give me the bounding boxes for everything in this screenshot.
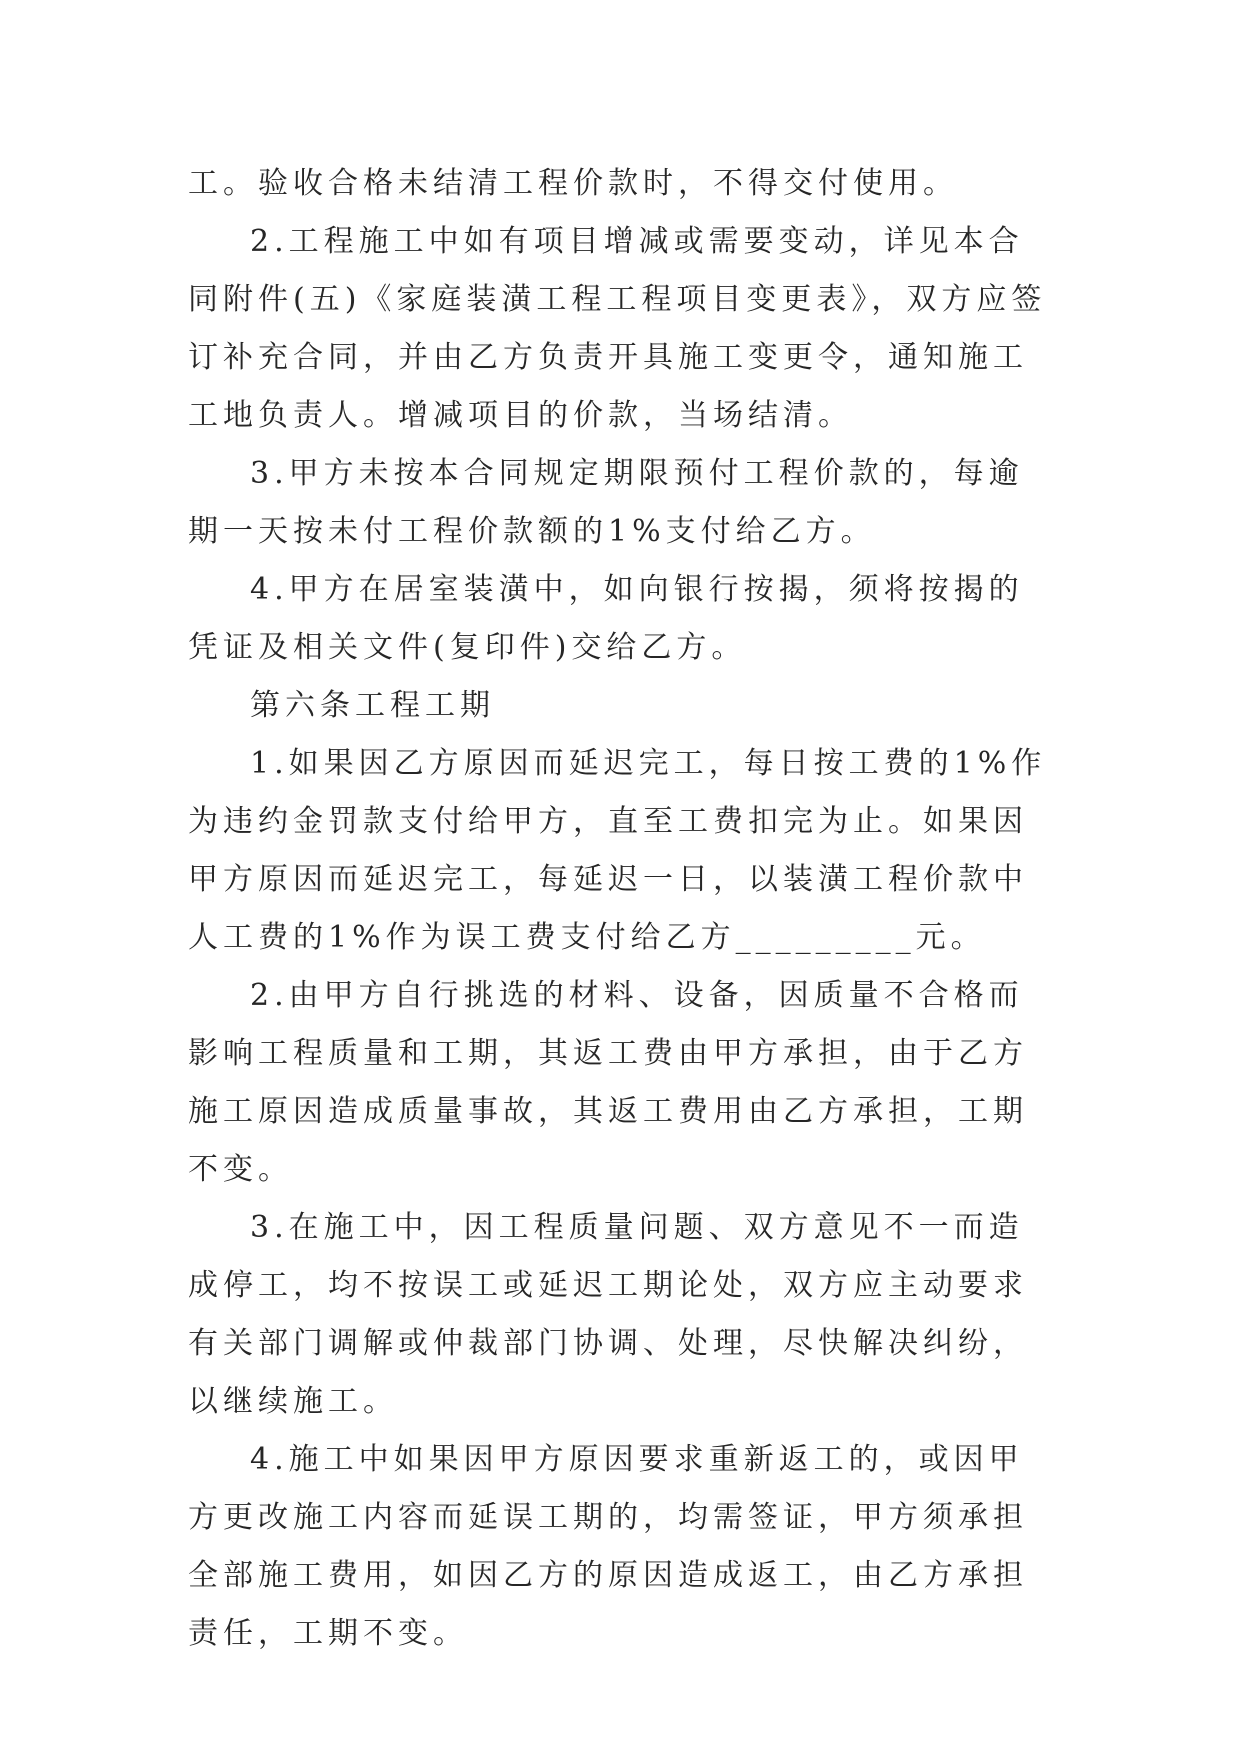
- paragraph-clause-5-4: 4.甲方在居室装潢中，如向银行按揭，须将按揭的凭证及相关文件(复印件)交给乙方。: [188, 572, 1024, 665]
- paragraph-clause-6-2: 2.由甲方自行挑选的材料、设备，因质量不合格而影响工程质量和工期，其返工费由甲方承担，由于乙方施工原因造成质量事故，其返工费用由乙方承担，工期不变。: [188, 978, 1028, 1187]
- paragraph-continuation: 工。验收合格未结清工程价款时，不得交付使用。: [188, 166, 958, 201]
- paragraph-clause-6-4: 4.施工中如果因甲方原因要求重新返工的，或因甲方更改施工内容而延误工期的，均需签证，甲方须承担全部施工费用，如因乙方的原因造成返工，由乙方承担责任，工期不变。: [188, 1442, 1028, 1651]
- section-heading-article-6: 第六条工程工期: [250, 688, 495, 723]
- document-body: [188, 155, 1058, 1663]
- paragraph-clause-5-2: 2.工程施工中如有项目增减或需要变动，详见本合同附件(五)《家庭装潢工程工程项目变更表》，双方应签订补充合同，并由乙方负责开具施工变更令，通知施工工地负责人。增减项目的价款，当场结清。: [188, 224, 1047, 433]
- paragraph-clause-6-3: 3.在施工中，因工程质量问题、双方意见不一而造成停工，均不按误工或延迟工期论处，双方应主动要求有关部门调解或仲裁部门协调、处理，尽快解决纠纷，以继续施工。: [188, 1210, 1028, 1419]
- paragraph-clause-5-3: 3.甲方未按本合同规定期限预付工程价款的，每逾期一天按未付工程价款额的1%支付给乙方。: [188, 456, 1024, 549]
- paragraph-clause-6-1: 1.如果因乙方原因而延迟完工，每日按工费的1%作为违约金罚款支付给甲方，直至工费扣完为止。如果因甲方原因而延迟完工，每延迟一日，以装潢工程价款中人工费的1%作为误工费支付给乙方_________元。: [188, 746, 1047, 955]
